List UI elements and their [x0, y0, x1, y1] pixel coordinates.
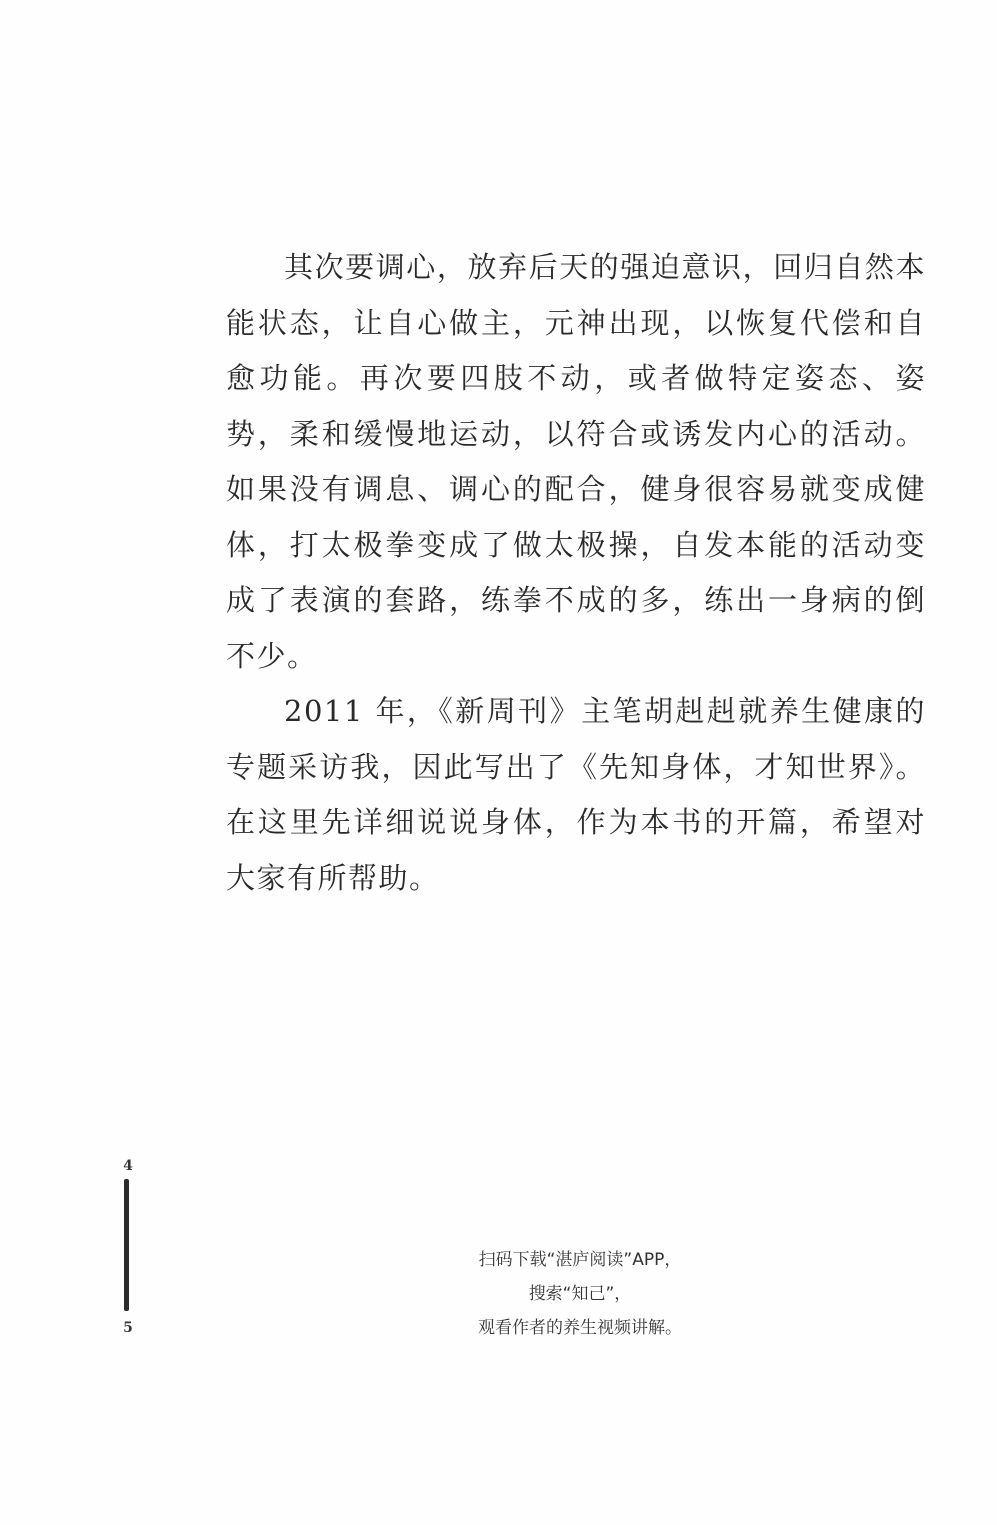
promo-line-3: 观看作者的养生视频讲解。	[478, 1318, 682, 1338]
promo-line-1: 扫码下载“湛庐阅读”APP，	[478, 1250, 682, 1270]
app-promo-caption	[380, 1243, 780, 1345]
promo-line-2: 搜索“知己”，	[528, 1284, 632, 1304]
page-marker-bar	[124, 1179, 129, 1311]
paragraph-text: 2011 年，《新周刊》主笔胡赳赳就养生健康的专题采访我，因此写出了《先知身体，才知世界》。在这里先详细说说身体，作为本书的开篇，希望对大家有所帮助。	[226, 694, 926, 895]
page-number-marker	[118, 1155, 138, 1345]
page-number-left: 4	[123, 1158, 133, 1174]
paragraph-text: 其次要调心，放弃后天的强迫意识，回归自然本能状态，让自心做主，元神出现，以恢复代偿和自愈功能。再次要四肢不动，或者做特定姿态、姿势，柔和缓慢地运动，以符合或诱发内心的活动。如果没有调息、调心的配合，健身很容易就变成健体，打太极拳变成了做太极操，自发本能的活动变成了表演的套路，练拳不成的多，练出一身病的倒不少。	[226, 250, 926, 673]
body-paragraph-2	[226, 684, 926, 906]
body-paragraph-1	[226, 240, 926, 684]
page-number-right: 5	[123, 1320, 133, 1336]
